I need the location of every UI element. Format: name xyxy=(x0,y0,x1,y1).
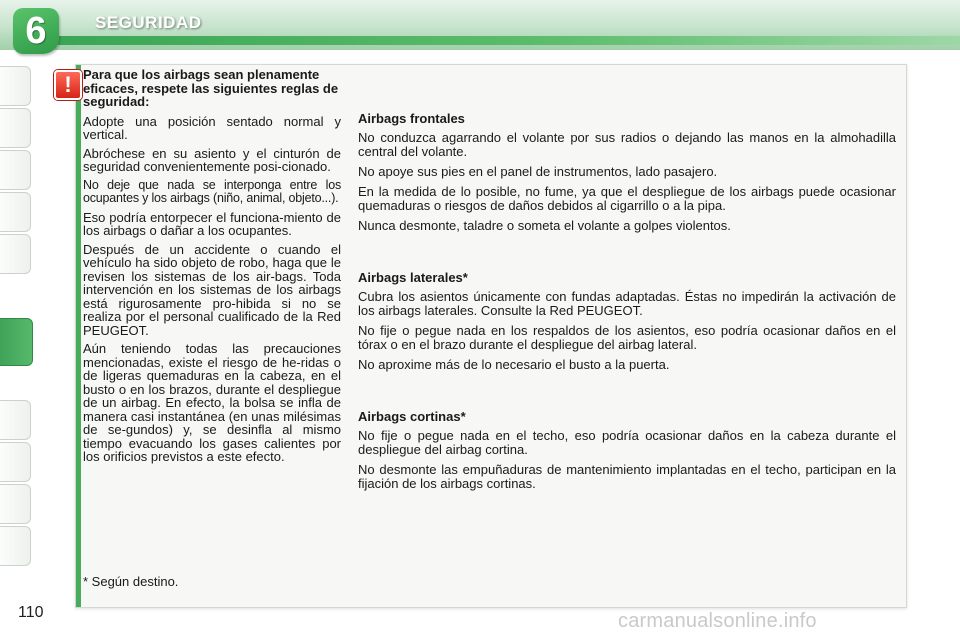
section-frontal-airbags xyxy=(358,112,896,233)
paragraph: Aún teniendo todas las precauciones mencionadas, existe el riesgo de he-ridas o de ligeras quemaduras en la cabeza, en el busto o en los brazos, durante el despliegue de un airbag. En efecto, la bolsa se infla de manera casi instantánea (en unas milésimas de se-gundos) y, se desinfla al mismo tiempo evacuando los gases calientes por los orificios previstos a este efecto. xyxy=(83,341,341,464)
section-side-airbags xyxy=(358,271,896,372)
warning-icon: ! xyxy=(54,70,82,100)
chapter-tab[interactable] xyxy=(0,192,31,232)
chapter-tab[interactable] xyxy=(0,400,31,440)
section-curtain-airbags xyxy=(358,410,896,491)
chapter-tab[interactable] xyxy=(0,526,31,566)
paragraph: No fije o pegue nada en el techo, eso podría ocasionar daños en la cabeza durante el despliegue del airbag cortina. xyxy=(358,428,896,457)
panel-stripe xyxy=(76,65,81,607)
section-title: SEGURIDAD xyxy=(95,13,202,32)
chapter-tab[interactable] xyxy=(0,234,31,274)
chapter-badge xyxy=(13,8,59,54)
chapter-tab[interactable] xyxy=(0,442,31,482)
watermark: carmanualsonline.info xyxy=(618,610,817,632)
section-heading: Airbags laterales* xyxy=(358,270,468,285)
section-heading: Airbags frontales xyxy=(358,111,465,126)
chapter-tab[interactable] xyxy=(0,108,31,148)
chapter-tab[interactable] xyxy=(0,66,31,106)
paragraph: Cubra los asientos únicamente con fundas adaptadas. Éstas no impedirán la activación de los airbags laterales. Consulte la Red PEUGEOT. xyxy=(358,289,896,318)
chapter-tab-active[interactable] xyxy=(0,318,33,366)
paragraph: No aproxime más de lo necesario el busto a la puerta. xyxy=(358,357,670,372)
paragraph: Después de un accidente o cuando el vehículo ha sido objeto de robo, haga que le revisen los sistemas de los air-bags. Toda intervención en los sistemas de los airbags está rigurosamente pro-hibida si no se realiza por el personal cualificado de la Red PEUGEOT. xyxy=(83,241,341,338)
paragraph: No deje que nada se interponga entre los ocupantes y los airbags (niño, animal, objeto...). xyxy=(83,177,341,205)
section-heading: Airbags cortinas* xyxy=(358,409,466,424)
paragraph: Nunca desmonte, taladre o someta el volante a golpes violentos. xyxy=(358,218,731,233)
paragraph: Abróchese en su asiento y el cinturón de seguridad convenientemente posi-cionado. xyxy=(83,145,341,174)
right-column xyxy=(358,112,896,517)
chapter-tab[interactable] xyxy=(0,484,31,524)
paragraph: No conduzca agarrando el volante por sus radios o dejando las manos en la almohadilla central del volante. xyxy=(358,130,896,159)
chapter-tabs xyxy=(0,60,40,575)
footnote: * Según destino. xyxy=(83,574,179,589)
paragraph: En la medida de lo posible, no fume, ya que el despliegue de los airbags puede ocasionar quemaduras o riesgos de daños debidos al cigarrillo o a la pipa. xyxy=(358,184,896,213)
chapter-tab[interactable] xyxy=(0,150,31,190)
paragraph: No desmonte las empuñaduras de mantenimiento implantadas en el techo, participan en la fijación de los airbags cortinas. xyxy=(358,462,896,491)
paragraph: No fije o pegue nada en los respaldos de los asientos, eso podría ocasionar daños en el tórax o en el brazo durante el despliegue del airbag lateral. xyxy=(358,323,896,352)
header-bar xyxy=(55,36,960,45)
lead-text: Para que los airbags sean plenamente eficaces, respete las siguientes reglas de seguridad: xyxy=(83,67,339,109)
paragraph: Adopte una posición sentado normal y vertical. xyxy=(83,113,341,142)
paragraph: No apoye sus pies en el panel de instrumentos, lado pasajero. xyxy=(358,164,718,179)
page-number: 110 xyxy=(18,604,44,621)
chapter-number: 6 xyxy=(25,10,47,52)
paragraph: Eso podría entorpecer el funciona-miento de los airbags o dañar a los ocupantes. xyxy=(83,209,341,238)
left-column xyxy=(83,68,341,469)
